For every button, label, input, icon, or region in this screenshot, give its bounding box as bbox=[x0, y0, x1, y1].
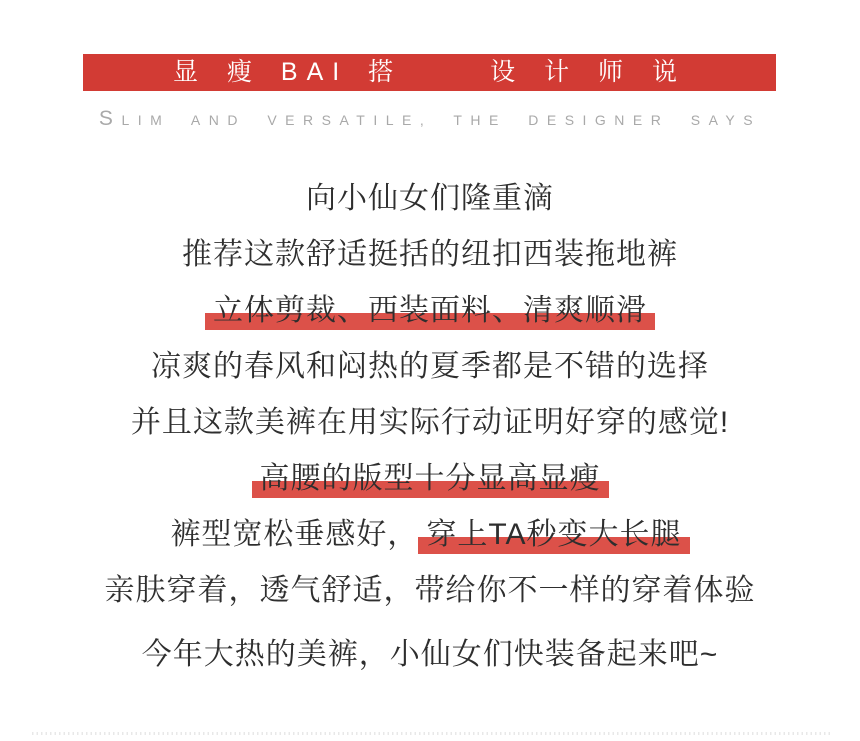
text-line: 向小仙女们隆重滴 bbox=[306, 182, 554, 215]
text-line: 亲肤穿着，透气舒适，带给你不一样的穿着体验 bbox=[104, 574, 756, 607]
text-line-partial-highlight bbox=[0, 507, 860, 563]
text-line: 并且这款美裤在用实际行动证明好穿的感觉! bbox=[130, 406, 730, 439]
text-line-highlighted bbox=[0, 283, 860, 339]
text-line: 今年大热的美裤，小仙女们快装备起来吧~ bbox=[141, 638, 719, 671]
text-line: 推荐这款舒适挺括的纽扣西装拖地裤 bbox=[182, 238, 678, 271]
highlighted-text: 立体剪裁、西装面料、清爽顺滑 bbox=[205, 283, 655, 339]
text-line: 凉爽的春风和闷热的夏季都是不错的选择 bbox=[151, 350, 709, 383]
plain-text: 裤型宽松垂感好， bbox=[170, 518, 419, 551]
banner-left-title: 显 瘦 BAI 搭 bbox=[173, 58, 403, 86]
dotted-divider bbox=[32, 732, 830, 735]
highlighted-text: 高腰的版型十分显高显瘦 bbox=[252, 451, 609, 507]
english-subtitle: SLIM AND VERSATILE, THE DESIGNER SAYS bbox=[98, 107, 762, 130]
title-banner bbox=[83, 54, 776, 91]
body-copy bbox=[0, 171, 860, 683]
text-line-highlighted bbox=[0, 451, 860, 507]
banner-right-title: 设 计 师 说 bbox=[490, 58, 686, 86]
highlighted-text: 穿上TA秒变大长腿 bbox=[418, 507, 689, 563]
